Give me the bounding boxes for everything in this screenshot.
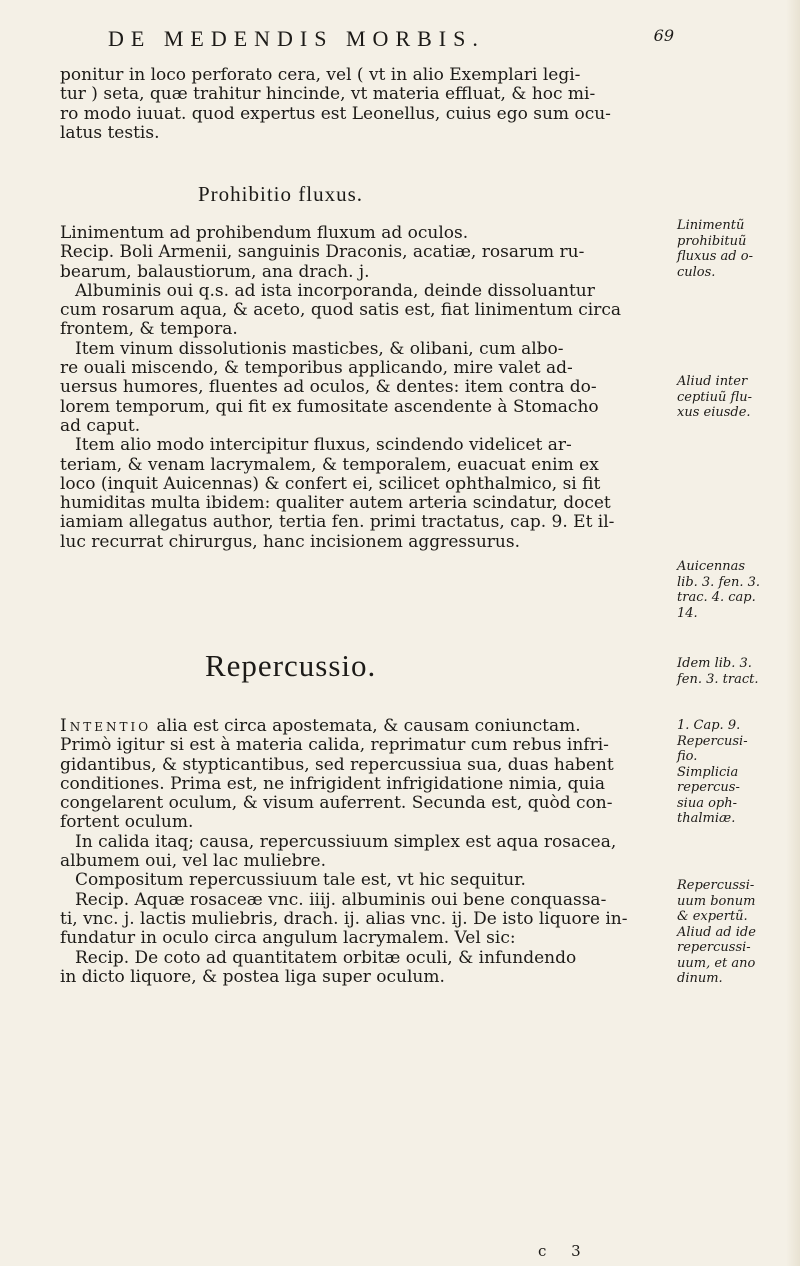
text-line: frontem, & tempora. [60, 320, 238, 340]
margin-line: siua oph- [677, 795, 737, 811]
text-line: In calida itaq; causa, repercussiuum simplex est aqua rosacea, [75, 832, 617, 852]
section-heading-prohibitio: Prohibitio fluxus. [198, 182, 364, 206]
margin-line: ceptiuũ flu- [677, 389, 752, 405]
margin-line: uum bonum [677, 893, 756, 909]
text-line: Recip. Boli Armenii, sanguinis Draconis, acatiæ, rosarum ru- [60, 243, 585, 263]
text-line: gidantibus, & stypticantibus, sed repercussiua sua, duas habent [60, 755, 614, 775]
section1-body [60, 224, 662, 552]
text-line: lorem temporum, qui fit ex fumositate ascendente à Stomacho [60, 397, 599, 417]
running-head: DE MEDENDIS MORBIS. [108, 26, 485, 51]
text-line: tur ) seta, quæ trahitur hincinde, vt materia effluat, & hoc mi- [60, 85, 596, 105]
margin-note-auicennas [677, 559, 795, 621]
text-line: Compositum repercussiuum tale est, vt hic sequitur. [75, 871, 526, 891]
margin-line: & expertũ. [677, 909, 748, 924]
margin-line: fen. 3. tract. [677, 671, 759, 687]
text-line: luc recurrat chirurgus, hanc incisionem aggressurus. [60, 532, 520, 552]
text-line: uersus humores, fluentes ad oculos, & dentes: item contra do- [60, 378, 597, 398]
margin-line: repercussi- [677, 940, 751, 955]
section2-body [60, 717, 662, 987]
margin-line: dinum. [677, 971, 723, 986]
text-line: Item vinum dissolutionis masticbes, & olibani, cum albo- [75, 339, 564, 359]
margin-line: prohibituũ [677, 233, 747, 249]
text-line: Recip. Aquæ rosaceæ vnc. iiij. albuminis oui bene conquassa- [75, 890, 607, 910]
text-line: ti, vnc. j. lactis muliebris, drach. ij. alias vnc. ij. De isto liquore in- [60, 909, 628, 929]
text-line: fortent oculum. [60, 813, 194, 833]
text-line: fundatur in oculo circa angulum lacrymalem. Vel sic: [60, 929, 516, 949]
margin-line: 1. Cap. 9. [677, 718, 741, 733]
margin-line: Aliud ad ide [677, 924, 756, 940]
text-line: congelarent oculum, & visum auferrent. Secunda est, quòd con- [60, 794, 613, 814]
text-line: Albuminis oui q.s. ad ista incorporanda, deinde dissoluantur [75, 281, 595, 301]
text-line: bearum, balaustiorum, ana drach. j. [60, 262, 370, 282]
margin-line: Repercussi- [677, 878, 755, 893]
page-number: 69 [653, 26, 674, 45]
text-line: re ouali miscendo, & temporibus applicando, mire valet ad- [60, 359, 573, 379]
margin-line: culos. [677, 264, 716, 280]
text-line: humiditas multa ibidem: qualiter autem arteria scindatur, docet [60, 494, 611, 514]
margin-line: Simplicia [677, 764, 739, 780]
text-line: ad caput. [60, 416, 141, 436]
margin-line: uum, et ano [677, 955, 756, 971]
page-edge [786, 0, 800, 1266]
text-line: conditiones. Prima est, ne infrigident infrigidatione nimia, quia [60, 774, 606, 794]
margin-note-repercussiuum [677, 878, 795, 987]
text-line: latus testis. [60, 123, 160, 143]
margin-note-idem [677, 656, 795, 687]
page-header [108, 26, 674, 56]
catchword: c 3 [538, 1242, 591, 1260]
text-line: iamiam allegatus author, tertia fen. primi tractatus, cap. 9. Et il- [60, 513, 615, 533]
margin-line: lib. 3. fen. 3. [677, 574, 760, 590]
margin-line: Repercusi- [677, 733, 748, 749]
text-line: loco (inquit Auicennas) & confert ei, scilicet ophthalmico, si fit [60, 474, 601, 494]
text-line-rest: alia est circa apostemata, & causam coniunctam. [156, 717, 581, 736]
section-heading-repercussio: Repercussio. [205, 648, 377, 683]
margin-line: thalmiæ. [677, 811, 736, 826]
margin-line: xus eiusde. [677, 405, 751, 420]
margin-line: repercus- [677, 780, 740, 795]
text-line: teriam, & venam lacrymalem, & temporalem, euacuat enim ex [60, 455, 599, 475]
margin-line: Aliud inter [677, 374, 748, 389]
text-line: Item alio modo intercipitur fluxus, scindendo videlicet ar- [75, 436, 572, 456]
text-line: Linimentum ad prohibendum fluxum ad oculos. [60, 224, 469, 243]
margin-note-cap [677, 718, 795, 827]
margin-note-linimentum [677, 218, 795, 280]
text-line: in dicto liquore, & postea liga super oculum. [60, 967, 445, 987]
text-line: cum rosarum aqua, & aceto, quod satis est, fiat linimentum circa [60, 301, 622, 321]
text-line: ro modo iuuat. quod expertus est Leonellus, cuius ego sum ocu- [60, 104, 611, 124]
margin-line: 14. [677, 605, 698, 621]
initial-word: Intentio [60, 717, 152, 736]
text-line: Recip. De coto ad quantitatem orbitæ oculi, & infundendo [75, 948, 577, 968]
margin-line: Linimentũ [677, 218, 745, 233]
intro-paragraph [60, 66, 662, 143]
margin-line: fio. [677, 749, 698, 764]
text-line: Primò igitur si est à materia calida, reprimatur cum rebus infri- [60, 736, 609, 756]
text-line: albumem oui, vel lac muliebre. [60, 852, 327, 872]
margin-line: fluxus ad o- [677, 249, 753, 264]
text-line: ponitur in loco perforato cera, vel ( vt in alio Exemplari legi- [60, 66, 581, 85]
text-line [60, 717, 662, 736]
margin-note-aliud [677, 374, 795, 421]
margin-line: trac. 4. cap. [677, 590, 756, 605]
margin-line: Idem lib. 3. [677, 656, 752, 671]
margin-line: Auicennas [677, 559, 746, 574]
